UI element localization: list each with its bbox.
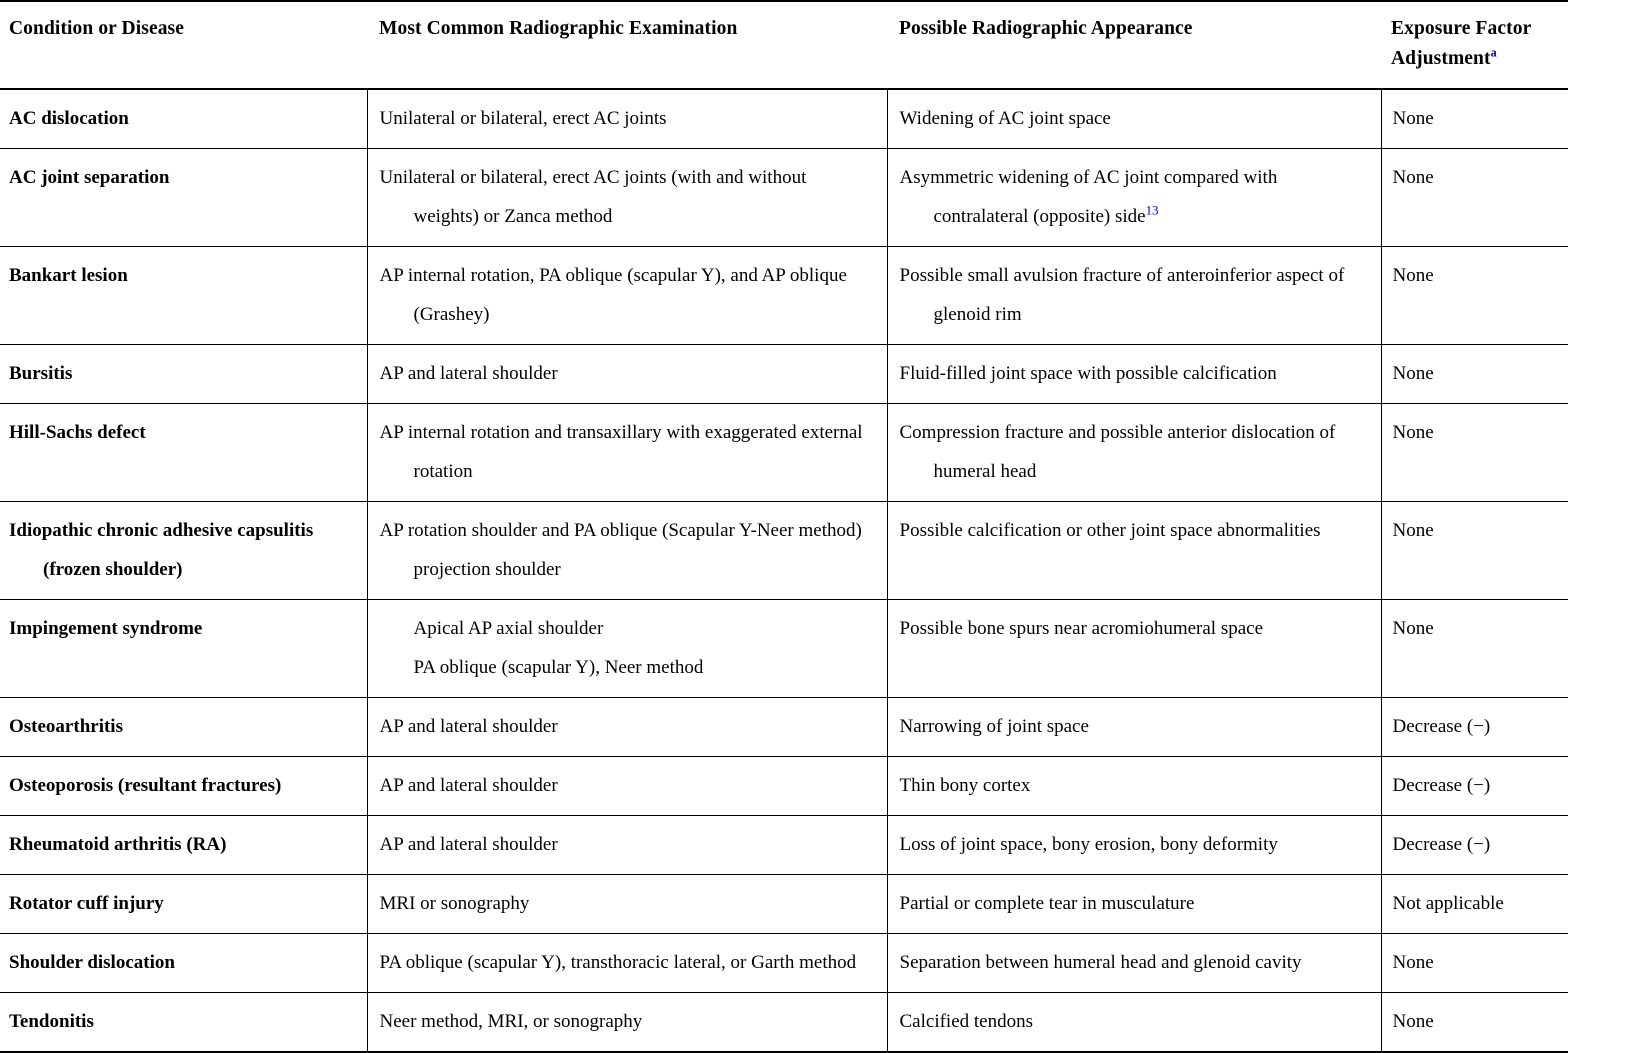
cell-condition [0, 404, 367, 502]
appearance-text-wrap [900, 766, 1371, 805]
header-row [0, 1, 1568, 89]
appearance-text: Possible small avulsion fracture of anteroinferior aspect of glenoid rim [899, 265, 1345, 325]
table-row [0, 934, 1568, 993]
examination-text: AP and lateral shoulder [379, 834, 558, 855]
cell-condition [0, 698, 367, 757]
appearance-text: Possible bone spurs near acromiohumeral space [899, 618, 1264, 639]
cell-exposure-factor [1381, 247, 1568, 345]
examination-text: Unilateral or bilateral, erect AC joints [379, 108, 667, 129]
table-row [0, 502, 1568, 600]
cell-examination [367, 600, 887, 698]
condition-text: Impingement syndrome [9, 618, 203, 639]
cell-examination [367, 89, 887, 149]
condition-text: Osteoarthritis [9, 716, 123, 737]
cell-appearance [887, 993, 1381, 1053]
exposure-factor-text: None [1392, 363, 1434, 384]
cell-examination [367, 934, 887, 993]
examination-text: Neer method, MRI, or sonography [379, 1011, 643, 1032]
appearance-text: Partial or complete tear in musculature [899, 893, 1195, 914]
exposure-factor-text: None [1392, 1011, 1434, 1032]
cell-exposure-factor [1381, 89, 1568, 149]
cell-condition [0, 345, 367, 404]
cell-appearance [887, 757, 1381, 816]
cell-exposure-factor [1381, 404, 1568, 502]
cell-exposure-factor [1381, 816, 1568, 875]
cell-exposure-factor [1381, 698, 1568, 757]
table-row [0, 875, 1568, 934]
exposure-factor-text: None [1392, 167, 1434, 188]
cell-examination [367, 698, 887, 757]
exposure-factor-text: None [1392, 618, 1434, 639]
table-row [0, 698, 1568, 757]
cell-condition [0, 816, 367, 875]
cell-appearance [887, 600, 1381, 698]
cell-appearance [887, 934, 1381, 993]
cell-examination [367, 993, 887, 1053]
cell-exposure-factor [1381, 993, 1568, 1053]
appearance-text-wrap [900, 884, 1371, 923]
condition-text: Rheumatoid arthritis (RA) [9, 834, 227, 855]
examination-text: AP and lateral shoulder [379, 775, 558, 796]
column-header-exposure-factor [1381, 1, 1568, 89]
cell-condition [0, 757, 367, 816]
exposure-factor-text: None [1392, 265, 1434, 286]
cell-appearance [887, 698, 1381, 757]
cell-condition [0, 149, 367, 247]
appearance-text: Loss of joint space, bony erosion, bony deformity [899, 834, 1278, 855]
condition-text: Rotator cuff injury [9, 893, 164, 914]
cell-examination [367, 875, 887, 934]
appearance-text: Thin bony cortex [899, 775, 1031, 796]
exposure-header-line-2-text: Adjustment [1391, 48, 1491, 69]
table-row [0, 149, 1568, 247]
exposure-factor-text: None [1392, 520, 1434, 541]
exposure-factor-text: None [1392, 108, 1434, 129]
examination-text: AP and lateral shoulder [379, 716, 558, 737]
examination-text-line-2: PA oblique (scapular Y), Neer method [413, 657, 704, 678]
examination-text: Unilateral or bilateral, erect AC joints (with and without weights) or Zanca method [379, 167, 807, 227]
exposure-factor-text: Decrease (−) [1392, 834, 1491, 855]
appearance-text: Separation between humeral head and glenoid cavity [899, 952, 1302, 973]
condition-text: Idiopathic chronic adhesive capsulitis (frozen shoulder) [9, 520, 314, 580]
table-header [0, 1, 1568, 89]
cell-appearance [887, 345, 1381, 404]
cell-exposure-factor [1381, 149, 1568, 247]
examination-text: MRI or sonography [379, 893, 530, 914]
cell-examination [367, 816, 887, 875]
exposure-factor-text: None [1392, 422, 1434, 443]
condition-text: AC joint separation [9, 167, 170, 188]
appearance-text: Asymmetric widening of AC joint compared with contralateral (opposite) side [899, 167, 1278, 227]
appearance-text: Fluid-filled joint space with possible calcification [899, 363, 1277, 384]
appearance-text-wrap [900, 256, 1371, 334]
appearance-text-wrap [900, 511, 1371, 550]
cell-condition [0, 600, 367, 698]
cell-appearance [887, 247, 1381, 345]
condition-text: AC dislocation [9, 108, 129, 129]
condition-text: Tendonitis [9, 1011, 94, 1032]
appearance-text: Narrowing of joint space [899, 716, 1089, 737]
condition-text: Hill-Sachs defect [9, 422, 146, 443]
exposure-factor-text: Not applicable [1392, 893, 1504, 914]
cell-exposure-factor [1381, 757, 1568, 816]
appearance-text-wrap [900, 158, 1371, 236]
cell-condition [0, 502, 367, 600]
table-row [0, 89, 1568, 149]
examination-text: PA oblique (scapular Y), transthoracic lateral, or Garth method [379, 952, 857, 973]
cell-condition [0, 89, 367, 149]
appearance-text-wrap [900, 943, 1371, 982]
cell-examination [367, 345, 887, 404]
appearance-text-wrap [900, 707, 1371, 746]
examination-text: AP internal rotation, PA oblique (scapular Y), and AP oblique (Grashey) [379, 265, 847, 325]
examination-text-line-1: Apical AP axial shoulder [413, 618, 604, 639]
column-header-examination: Most Common Radiographic Examination [367, 1, 887, 89]
cell-condition [0, 875, 367, 934]
examination-text: AP and lateral shoulder [379, 363, 558, 384]
table-row [0, 993, 1568, 1053]
condition-text: Bursitis [9, 363, 73, 384]
appearance-text-wrap [900, 1002, 1371, 1041]
examination-text: AP rotation shoulder and PA oblique (Scapular Y-Neer method) projection shoulder [379, 520, 862, 580]
cell-exposure-factor [1381, 502, 1568, 600]
exposure-factor-text: Decrease (−) [1392, 775, 1491, 796]
cell-exposure-factor [1381, 875, 1568, 934]
cell-examination [367, 757, 887, 816]
cell-condition [0, 993, 367, 1053]
table-row [0, 757, 1568, 816]
cell-appearance [887, 816, 1381, 875]
cell-appearance [887, 404, 1381, 502]
appearance-text-wrap [900, 825, 1371, 864]
exposure-header-line-1: Exposure Factor [1391, 18, 1532, 39]
appearance-text: Possible calcification or other joint space abnormalities [899, 520, 1321, 541]
appearance-text-wrap [900, 609, 1371, 648]
cell-appearance [887, 149, 1381, 247]
appearance-text-wrap [900, 99, 1371, 138]
table-row [0, 816, 1568, 875]
table-row [0, 404, 1568, 502]
appearance-text-wrap [900, 354, 1371, 393]
cell-exposure-factor [1381, 600, 1568, 698]
footnote-marker-a-icon: a [1490, 45, 1497, 60]
appearance-text-wrap [900, 413, 1371, 491]
exposure-header-line-2 [1391, 44, 1560, 74]
cell-condition [0, 247, 367, 345]
exposure-factor-text: Decrease (−) [1392, 716, 1491, 737]
cell-appearance [887, 502, 1381, 600]
cell-appearance [887, 875, 1381, 934]
appearance-text: Calcified tendons [899, 1011, 1033, 1032]
table-body [0, 89, 1568, 1052]
exposure-factor-text: None [1392, 952, 1434, 973]
cell-exposure-factor [1381, 345, 1568, 404]
cell-condition [0, 934, 367, 993]
cell-examination [367, 149, 887, 247]
table-row [0, 600, 1568, 698]
cell-examination [367, 502, 887, 600]
appearance-text: Widening of AC joint space [899, 108, 1111, 129]
column-header-condition: Condition or Disease [0, 1, 367, 89]
cell-examination [367, 404, 887, 502]
table-row [0, 345, 1568, 404]
condition-text: Shoulder dislocation [9, 952, 175, 973]
examination-text: AP internal rotation and transaxillary with exaggerated external rotation [379, 422, 863, 482]
column-header-appearance: Possible Radiographic Appearance [887, 1, 1381, 89]
cell-examination [367, 247, 887, 345]
cell-appearance [887, 89, 1381, 149]
footnote-marker-13-icon: 13 [1145, 202, 1159, 218]
condition-text: Bankart lesion [9, 265, 128, 286]
appearance-text: Compression fracture and possible anterior dislocation of humeral head [899, 422, 1336, 482]
condition-text: Osteoporosis (resultant fractures) [9, 775, 282, 796]
cell-exposure-factor [1381, 934, 1568, 993]
table-row [0, 247, 1568, 345]
